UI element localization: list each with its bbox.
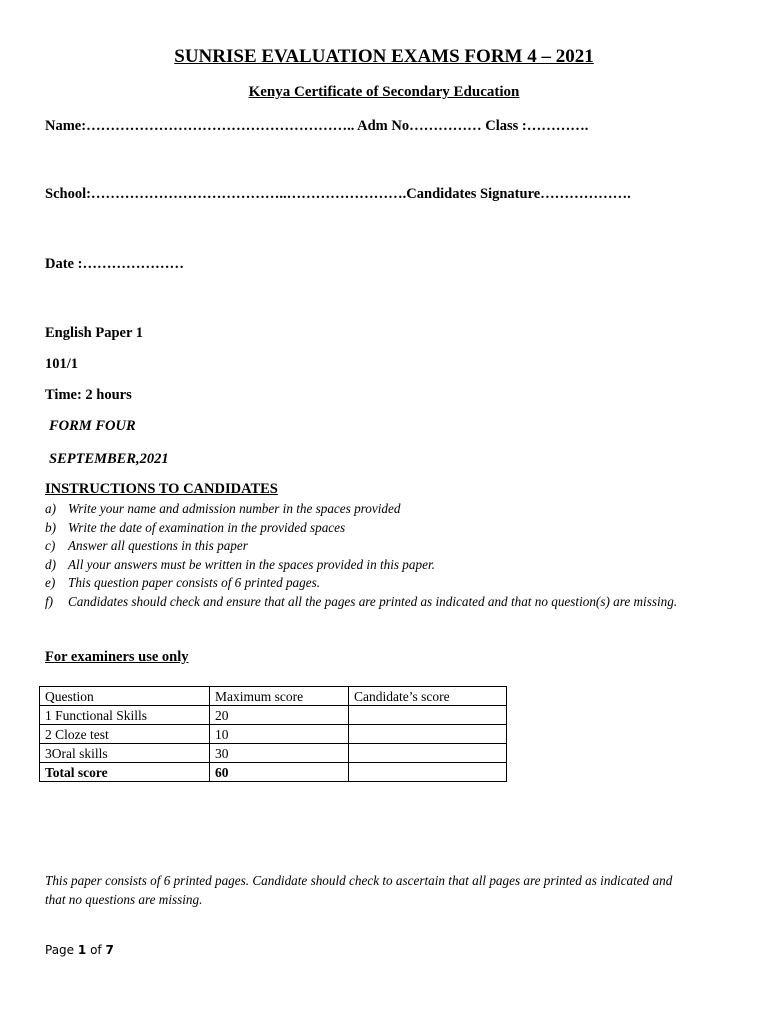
school-signature-line: School:…………………………………..…………………….Candidates Signature………………. [45,186,631,202]
candidate-score-cell[interactable] [349,706,507,725]
page-prefix: Page [45,943,75,957]
instruction-text: This question paper consists of 6 printed pages. [68,575,321,590]
column-header-question: Question [40,687,210,706]
column-header-max-score: Maximum score [210,687,349,706]
instruction-item [45,556,735,575]
total-max-cell: 60 [210,763,349,782]
total-score-cell[interactable] [349,763,507,782]
paper-time: Time: 2 hours [45,387,132,403]
instructions-heading: INSTRUCTIONS TO CANDIDATES [45,481,278,497]
table-row [40,706,507,725]
table-row [40,725,507,744]
paper-date: SEPTEMBER,2021 [49,451,169,467]
instruction-item [45,500,735,519]
paper-form: FORM FOUR [49,418,136,434]
instruction-letter: f) [45,593,54,609]
instruction-item [45,519,735,538]
exam-title: SUNRISE EVALUATION EXAMS FORM 4 – 2021 [174,46,594,67]
instruction-item [45,574,735,593]
candidate-score-cell[interactable] [349,744,507,763]
instruction-item [45,593,735,612]
instruction-letter: d) [45,556,56,572]
score-table [39,686,507,782]
max-score-cell: 10 [210,725,349,744]
question-cell: 2 Cloze test [40,725,210,744]
max-score-cell: 20 [210,706,349,725]
instruction-text: Write your name and admission number in the spaces provided [68,501,401,516]
footer-note: This paper consists of 6 printed pages. Candidate should check to ascertain that all pages are printed as indicated and that no questions are missing. [45,873,673,907]
exam-subtitle: Kenya Certificate of Secondary Education [248,84,520,100]
name-adm-class-line: Name:……………………………………………….. Adm No…………… Class :…………. [45,118,589,134]
total-row [40,763,507,782]
page-total: 7 [105,943,114,957]
examiners-heading: For examiners use only [45,649,189,665]
instruction-letter: e) [45,575,56,590]
max-score-cell: 30 [210,744,349,763]
table-row [40,744,507,763]
instruction-letter: c) [45,538,56,553]
score-table-header [40,687,507,706]
candidate-score-cell[interactable] [349,725,507,744]
instruction-letter: b) [45,519,56,535]
instruction-letter: a) [45,501,56,516]
instructions-list [45,500,735,611]
instruction-item [45,537,735,556]
page-current: 1 [77,943,87,957]
page-number [45,943,114,957]
instruction-text: All your answers must be written in the spaces provided in this paper. [68,556,435,572]
instruction-text: Write the date of examination in the provided spaces [68,519,346,535]
date-line: Date :………………… [45,256,184,272]
total-label-cell: Total score [40,763,210,782]
page-of: of [90,943,102,957]
paper-code: 101/1 [45,356,79,372]
question-cell: 3Oral skills [40,744,210,763]
instruction-text: Answer all questions in this paper [68,538,248,553]
instruction-text: Candidates should check and ensure that all the pages are printed as indicated and that no question(s) are missing. [68,593,678,609]
paper-subject: English Paper 1 [45,325,144,341]
column-header-candidate-score: Candidate’s score [349,687,507,706]
question-cell: 1 Functional Skills [40,706,210,725]
